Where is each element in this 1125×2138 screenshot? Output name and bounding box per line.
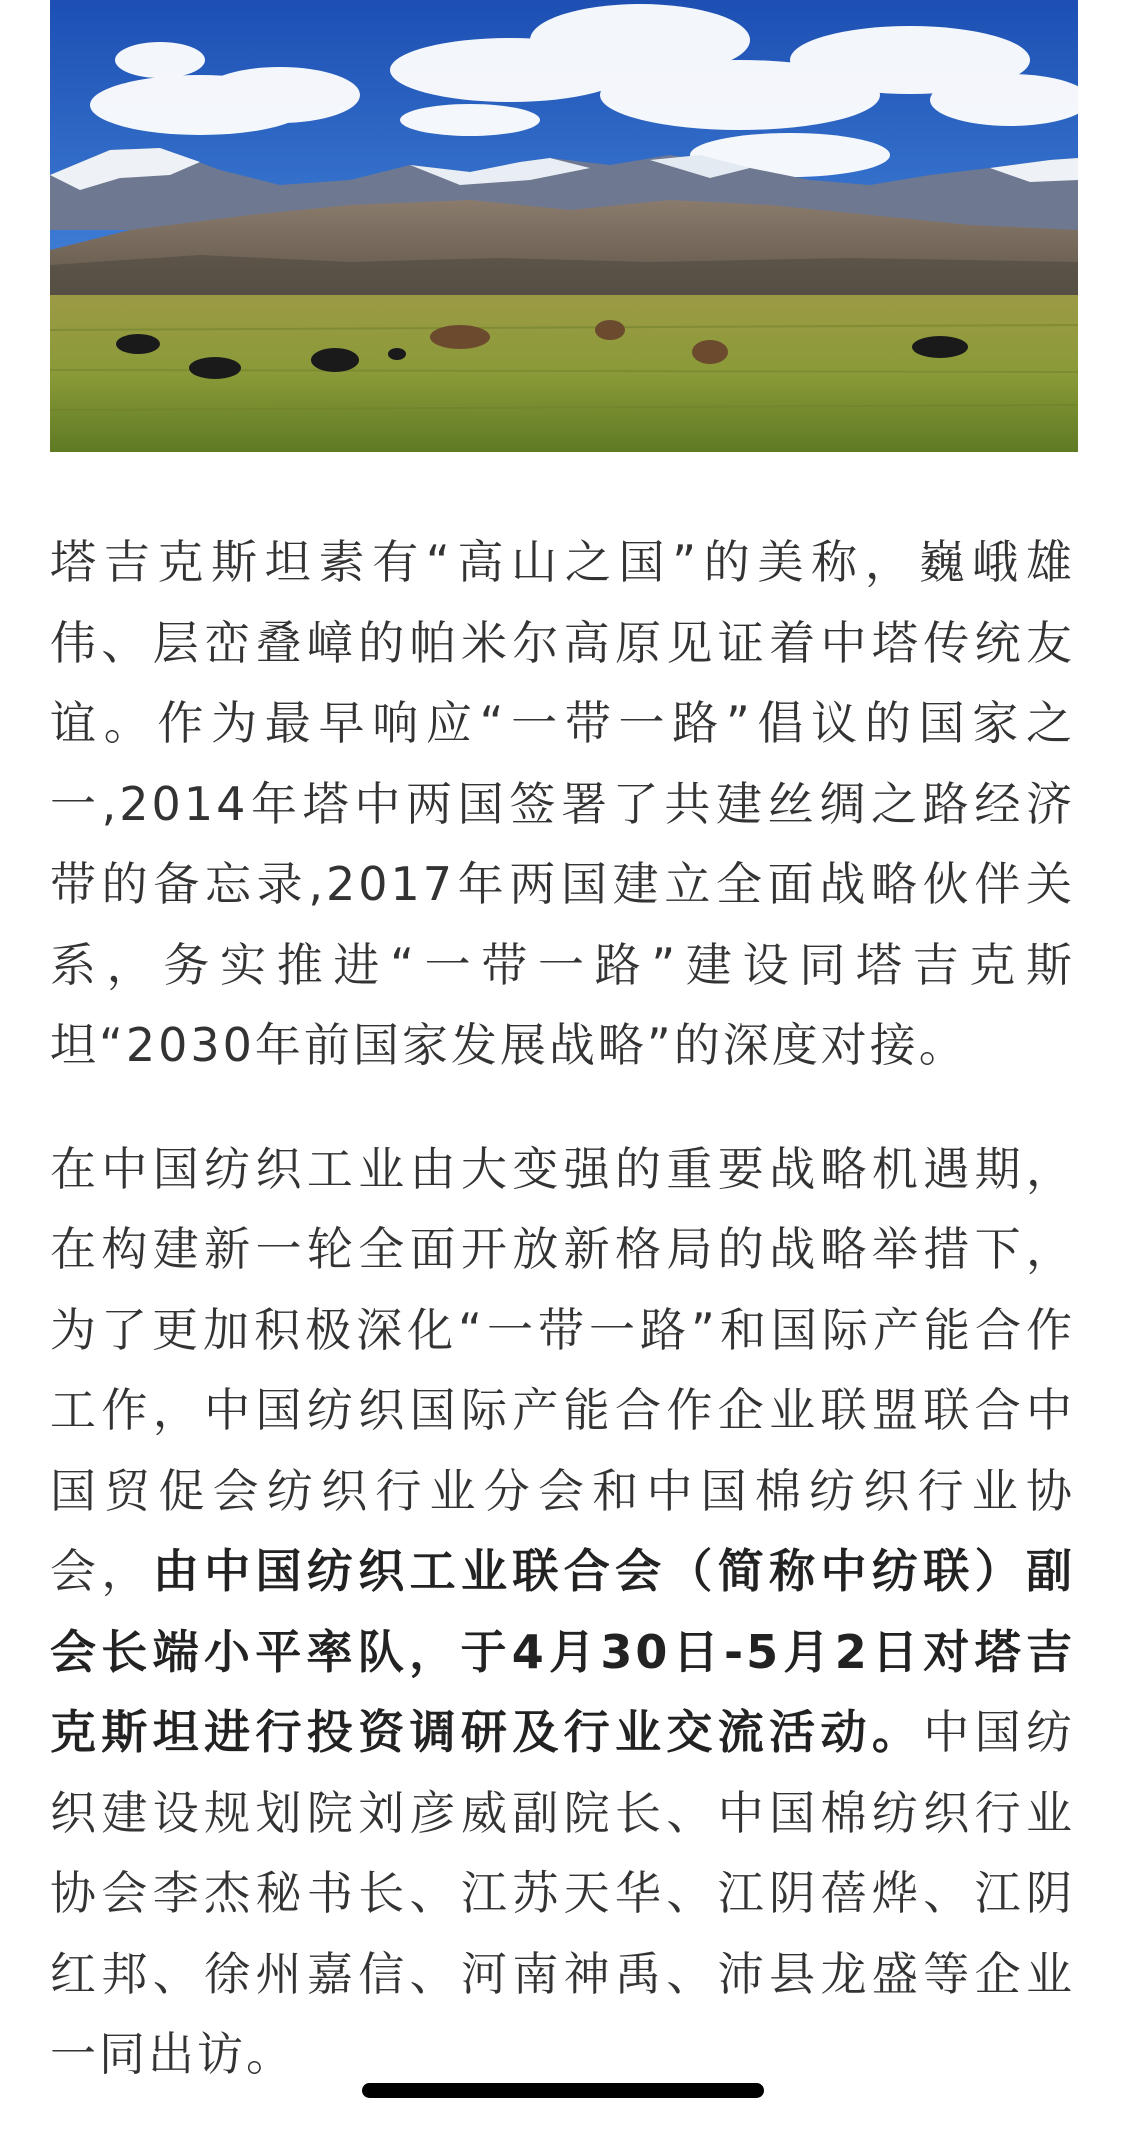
paragraph-text-start: 在中国纺织工业由大变强的重要战略机遇期，在构建新一轮全面开放新格局的战略举措下，为了更加积极深化“一带一路”和国际产能合作工作，中国纺织国际产能合作企业联盟联合中国贸促会纺织行业分会和中国棉纺织行业协会， <box>50 1141 1075 1598</box>
article-paragraph-delegation <box>50 1129 1075 2095</box>
article-body <box>50 522 1075 2138</box>
paragraph-text-highlight: 由中国纺织工业联合会（简称中纺联）副会长端小平率队，于4月30日-5月2日对塔吉克斯坦进行投资调研及行业交流活动。 <box>50 1544 1076 1759</box>
home-indicator[interactable] <box>362 2083 764 2098</box>
paragraph-text-end: 中国纺织建设规划院刘彦威副院长、中国棉纺织行业协会李杰秘书长、江苏天华、江阴蓓烨、江阴红邦、徐州嘉信、河南神禹、沛县龙盛等企业一同出访。 <box>50 1705 1076 2081</box>
article-hero-image <box>50 0 1078 452</box>
article-paragraph-intro: 塔吉克斯坦素有“高山之国”的美称，巍峨雄伟、层峦叠嶂的帕米尔高原见证着中塔传统友谊。作为最早响应“一带一路”倡议的国家之一,2014年塔中两国签署了共建丝绸之路经济带的备忘录,2017年两国建立全面战略伙伴关系，务实推进“一带一路”建设同塔吉克斯坦“2030年前国家发展战略”的深度对接。 <box>50 535 1075 1072</box>
